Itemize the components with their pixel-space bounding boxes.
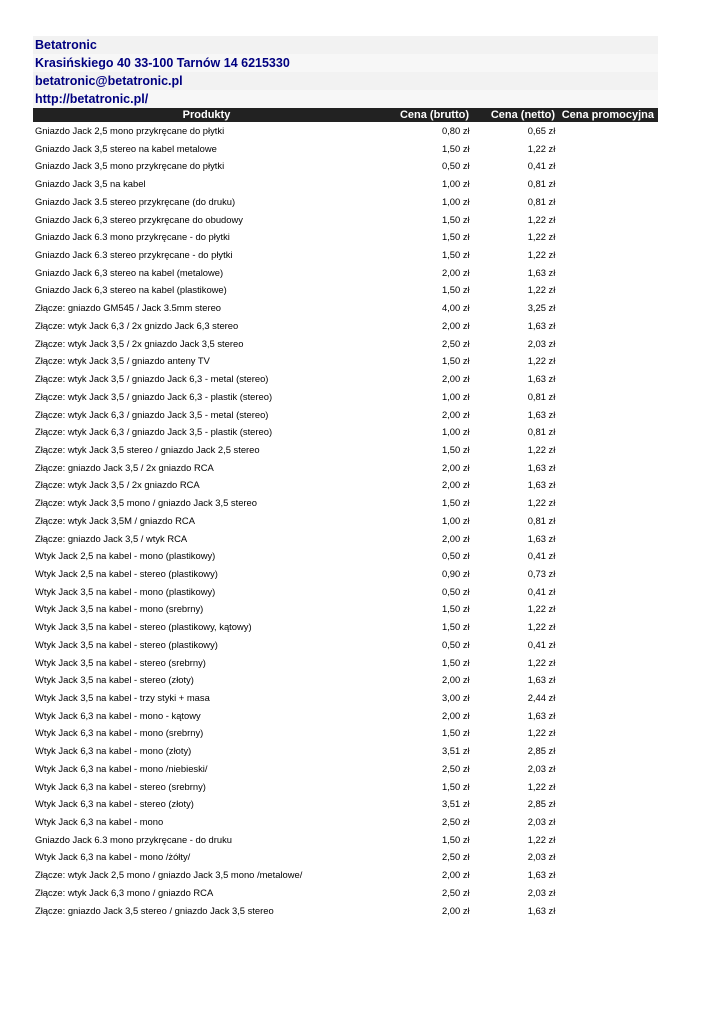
promo-price (555, 264, 658, 282)
gross-price: 2,00 zł (441, 319, 470, 331)
table-row (33, 476, 658, 494)
gross-price: 2,50 zł (441, 851, 470, 863)
net-price: 1,22 zł (527, 497, 556, 509)
gross-price: 0,50 zł (441, 550, 470, 562)
product-name: Wtyk Jack 6,3 na kabel - stereo (srebrny) (35, 780, 206, 792)
net-price: 1,22 zł (527, 142, 556, 154)
net-price: 1,22 zł (527, 355, 556, 367)
table-row (33, 884, 658, 902)
promo-price (555, 441, 658, 459)
gross-price: 1,50 zł (441, 727, 470, 739)
price-table-body (33, 122, 658, 919)
gross-price: 2,00 zł (441, 674, 470, 686)
promo-price (555, 884, 658, 902)
table-row (33, 795, 658, 813)
product-name: Gniazdo Jack 6.3 stereo przykręcane - do płytki (35, 249, 233, 261)
table-row (33, 565, 658, 583)
net-price: 1,63 zł (527, 319, 556, 331)
gross-price: 1,50 zł (441, 355, 470, 367)
promo-price (555, 299, 658, 317)
promo-price (555, 335, 658, 353)
gross-price: 2,00 zł (441, 461, 470, 473)
table-row (33, 671, 658, 689)
net-price: 1,63 zł (527, 461, 556, 473)
table-row (33, 778, 658, 796)
gross-price: 1,00 zł (441, 514, 470, 526)
product-name: Wtyk Jack 6,3 na kabel - stereo (złoty) (35, 798, 194, 810)
table-row (33, 636, 658, 654)
promo-price (555, 370, 658, 388)
table-row (33, 423, 658, 441)
promo-price (555, 636, 658, 654)
table-row (33, 175, 658, 193)
table-row (33, 157, 658, 175)
gross-price: 1,50 zł (441, 213, 470, 225)
table-row (33, 512, 658, 530)
product-name: Wtyk Jack 6,3 na kabel - mono (złoty) (35, 745, 192, 757)
promo-price (555, 246, 658, 264)
company-email: betatronic@betatronic.pl (33, 72, 658, 90)
table-row (33, 299, 658, 317)
net-price: 2,44 zł (527, 692, 556, 703)
gross-price: 3,51 zł (441, 798, 470, 810)
table-row (33, 760, 658, 778)
net-price: 0,41 zł (527, 160, 556, 172)
table-row (33, 264, 658, 282)
promo-price (555, 778, 658, 796)
table-row (33, 654, 658, 672)
gross-price: 1,00 zł (441, 390, 470, 402)
gross-price: 2,00 zł (441, 479, 470, 491)
promo-price (555, 689, 658, 707)
product-name: Złącze: gniazdo Jack 3,5 stereo / gniazdo Jack 3,5 stereo (35, 904, 274, 916)
product-name: Wtyk Jack 6,3 na kabel - mono (35, 816, 164, 828)
gross-price: 1,50 zł (441, 833, 470, 845)
product-name: Złącze: wtyk Jack 3,5 / 2x gniazdo RCA (35, 479, 200, 491)
gross-price: 2,00 zł (441, 266, 470, 278)
net-price: 1,63 zł (527, 674, 556, 686)
gross-price: 1,50 zł (441, 284, 470, 296)
net-price: 1,63 zł (527, 479, 556, 491)
promo-price (555, 848, 658, 866)
table-header (33, 108, 658, 122)
promo-price (555, 211, 658, 229)
net-price: 1,22 zł (527, 603, 556, 615)
net-price: 2,03 zł (527, 816, 556, 828)
gross-price: 1,50 zł (441, 780, 470, 792)
net-price: 1,22 zł (527, 727, 556, 739)
table-row (33, 281, 658, 299)
gross-price: 0,50 zł (441, 160, 470, 172)
promo-price (555, 423, 658, 441)
product-name: Złącze: wtyk Jack 6,3 / gniazdo Jack 3,5 - plastik (stereo) (35, 426, 273, 438)
product-name: Złącze: wtyk Jack 6,3 / gniazdo Jack 3,5 - metal (stereo) (35, 408, 269, 420)
gross-price: 1,50 zł (441, 142, 470, 154)
product-name: Wtyk Jack 3,5 na kabel - stereo (plastikowy) (35, 638, 218, 650)
promo-price (555, 193, 658, 211)
table-row (33, 122, 658, 140)
promo-price (555, 724, 658, 742)
table-row (33, 406, 658, 424)
net-price: 1,63 zł (527, 869, 556, 881)
product-name: Wtyk Jack 3,5 na kabel - mono (plastikowy) (35, 585, 216, 597)
net-price: 2,03 zł (527, 762, 556, 774)
promo-price (555, 157, 658, 175)
net-price: 0,41 zł (527, 585, 556, 597)
product-name: Gniazdo Jack 6,3 stereo na kabel (plastikowe) (35, 284, 227, 296)
net-price: 2,03 zł (527, 337, 556, 349)
product-name: Złącze: wtyk Jack 3,5 / gniazdo Jack 6,3 - metal (stereo) (35, 373, 269, 385)
table-row (33, 600, 658, 618)
price-list-page (33, 36, 658, 919)
product-name: Gniazdo Jack 6.3 mono przykręcane - do płytki (35, 231, 230, 243)
gross-price: 1,50 zł (441, 603, 470, 615)
net-price: 1,63 zł (527, 408, 556, 420)
table-row (33, 618, 658, 636)
promo-price (555, 813, 658, 831)
product-name: Wtyk Jack 2,5 na kabel - mono (plastikowy) (35, 550, 216, 562)
product-name: Złącze: wtyk Jack 6,3 mono / gniazdo RCA (35, 886, 214, 898)
table-row (33, 848, 658, 866)
promo-price (555, 600, 658, 618)
promo-price (555, 140, 658, 158)
promo-price (555, 565, 658, 583)
table-row (33, 689, 658, 707)
gross-price: 1,00 zł (441, 426, 470, 438)
net-price: 1,63 zł (527, 373, 556, 385)
promo-price (555, 760, 658, 778)
promo-price (555, 742, 658, 760)
net-price: 2,85 zł (527, 745, 556, 757)
gross-price: 2,50 zł (441, 816, 470, 828)
promo-price (555, 671, 658, 689)
gross-price: 1,50 zł (441, 656, 470, 668)
gross-price: 1,50 zł (441, 249, 470, 261)
net-price: 1,22 zł (527, 656, 556, 668)
product-name: Gniazdo Jack 3,5 stereo na kabel metalowe (35, 142, 217, 154)
header-promo-price: Cena promocyjna (561, 109, 654, 121)
product-name: Złącze: wtyk Jack 3,5M / gniazdo RCA (35, 514, 195, 526)
product-name: Wtyk Jack 2,5 na kabel - stereo (plastikowy) (35, 567, 218, 579)
product-name: Wtyk Jack 3,5 na kabel - trzy styki + masa (35, 692, 210, 703)
promo-price (555, 654, 658, 672)
gross-price: 2,50 zł (441, 762, 470, 774)
product-name: Gniazdo Jack 6.3 mono przykręcane - do druku (35, 833, 232, 845)
net-price: 0,41 zł (527, 638, 556, 650)
header-net-price: Cena (netto) (490, 109, 555, 121)
net-price: 1,22 zł (527, 833, 556, 845)
table-row (33, 211, 658, 229)
promo-price (555, 122, 658, 140)
promo-price (555, 547, 658, 565)
promo-price (555, 494, 658, 512)
product-name: Złącze: wtyk Jack 3,5 stereo / gniazdo Jack 2,5 stereo (35, 443, 260, 455)
table-row (33, 831, 658, 849)
net-price: 0,41 zł (527, 550, 556, 562)
product-name: Gniazdo Jack 6,3 stereo przykręcane do obudowy (35, 213, 243, 225)
gross-price: 0,50 zł (441, 638, 470, 650)
promo-price (555, 228, 658, 246)
table-row (33, 228, 658, 246)
net-price: 0,81 zł (527, 195, 556, 207)
product-name: Złącze: wtyk Jack 3,5 / gniazdo anteny TV (35, 355, 210, 367)
product-name: Gniazdo Jack 3,5 mono przykręcane do płytki (35, 160, 225, 172)
table-row (33, 459, 658, 477)
net-price: 2,85 zł (527, 798, 556, 810)
net-price: 1,22 zł (527, 284, 556, 296)
table-row (33, 352, 658, 370)
gross-price: 2,00 zł (441, 373, 470, 385)
net-price: 3,25 zł (527, 302, 556, 314)
promo-price (555, 281, 658, 299)
product-name: Złącze: wtyk Jack 3,5 / gniazdo Jack 6,3 - plastik (stereo) (35, 390, 273, 402)
gross-price: 1,50 zł (441, 231, 470, 243)
net-price: 0,73 zł (527, 567, 556, 579)
product-name: Wtyk Jack 3,5 na kabel - stereo (srebrny) (35, 656, 206, 668)
promo-price (555, 618, 658, 636)
product-name: Wtyk Jack 6,3 na kabel - mono (srebrny) (35, 727, 204, 739)
product-name: Wtyk Jack 3,5 na kabel - stereo (złoty) (35, 674, 194, 686)
table-row (33, 193, 658, 211)
net-price: 1,22 zł (527, 443, 556, 455)
product-name: Wtyk Jack 3,5 na kabel - mono (srebrny) (35, 603, 204, 615)
promo-price (555, 866, 658, 884)
product-name: Gniazdo Jack 2,5 mono przykręcane do płytki (35, 125, 225, 136)
table-row (33, 530, 658, 548)
table-row (33, 441, 658, 459)
table-row (33, 813, 658, 831)
gross-price: 0,80 zł (441, 125, 470, 136)
net-price: 1,63 zł (527, 904, 556, 916)
table-row (33, 547, 658, 565)
table-row (33, 335, 658, 353)
gross-price: 1,50 zł (441, 621, 470, 633)
promo-price (555, 530, 658, 548)
promo-price (555, 831, 658, 849)
promo-price (555, 406, 658, 424)
product-name: Złącze: wtyk Jack 2,5 mono / gniazdo Jack 3,5 mono /metalowe/ (35, 869, 303, 881)
net-price: 1,22 zł (527, 231, 556, 243)
table-row (33, 902, 658, 920)
net-price: 0,81 zł (527, 178, 556, 190)
product-name: Wtyk Jack 3,5 na kabel - stereo (plastikowy, kątowy) (35, 621, 252, 633)
company-website: http://betatronic.pl/ (33, 90, 658, 108)
promo-price (555, 902, 658, 920)
header-gross-price: Cena (brutto) (399, 109, 469, 121)
promo-price (555, 317, 658, 335)
table-row (33, 494, 658, 512)
table-row (33, 866, 658, 884)
gross-price: 1,00 zł (441, 195, 470, 207)
gross-price: 2,50 zł (441, 886, 470, 898)
gross-price: 0,50 zł (441, 585, 470, 597)
net-price: 1,63 zł (527, 709, 556, 721)
product-name: Gniazdo Jack 3,5 na kabel (35, 178, 146, 190)
gross-price: 1,50 zł (441, 497, 470, 509)
promo-price (555, 795, 658, 813)
gross-price: 0,90 zł (441, 567, 470, 579)
promo-price (555, 707, 658, 725)
gross-price: 2,00 zł (441, 869, 470, 881)
net-price: 2,03 zł (527, 886, 556, 898)
net-price: 0,81 zł (527, 514, 556, 526)
product-name: Gniazdo Jack 3.5 stereo przykręcane (do druku) (35, 195, 236, 207)
table-row (33, 583, 658, 601)
promo-price (555, 583, 658, 601)
product-name: Wtyk Jack 6,3 na kabel - mono - kątowy (35, 709, 201, 721)
promo-price (555, 459, 658, 477)
net-price: 0,81 zł (527, 390, 556, 402)
gross-price: 3,00 zł (441, 692, 470, 703)
product-name: Wtyk Jack 6,3 na kabel - mono /niebieski/ (35, 762, 208, 774)
company-name: Betatronic (33, 36, 658, 54)
table-row (33, 317, 658, 335)
gross-price: 2,00 zł (441, 904, 470, 916)
net-price: 1,22 zł (527, 780, 556, 792)
promo-price (555, 352, 658, 370)
gross-price: 1,50 zł (441, 443, 470, 455)
product-name: Złącze: gniazdo Jack 3,5 / wtyk RCA (35, 532, 188, 544)
product-name: Złącze: wtyk Jack 3,5 mono / gniazdo Jack 3,5 stereo (35, 497, 257, 509)
gross-price: 3,51 zł (441, 745, 470, 757)
gross-price: 2,00 zł (441, 709, 470, 721)
product-name: Złącze: gniazdo GM545 / Jack 3.5mm stereo (35, 302, 222, 314)
net-price: 1,22 zł (527, 249, 556, 261)
net-price: 1,63 zł (527, 266, 556, 278)
net-price: 0,81 zł (527, 426, 556, 438)
table-row (33, 370, 658, 388)
promo-price (555, 512, 658, 530)
table-row (33, 742, 658, 760)
gross-price: 2,00 zł (441, 408, 470, 420)
gross-price: 2,00 zł (441, 532, 470, 544)
table-row (33, 388, 658, 406)
promo-price (555, 175, 658, 193)
product-name: Złącze: gniazdo Jack 3,5 / 2x gniazdo RCA (35, 461, 214, 473)
net-price: 1,22 zł (527, 621, 556, 633)
product-name: Gniazdo Jack 6,3 stereo na kabel (metalowe) (35, 266, 224, 278)
company-address: Krasińskiego 40 33-100 Tarnów 14 6215330 (33, 54, 658, 72)
net-price: 1,22 zł (527, 213, 556, 225)
gross-price: 1,00 zł (441, 178, 470, 190)
promo-price (555, 476, 658, 494)
header-product: Produkty (182, 109, 231, 121)
gross-price: 2,50 zł (441, 337, 470, 349)
table-row (33, 246, 658, 264)
product-name: Złącze: wtyk Jack 6,3 / 2x gnizdo Jack 6,3 stereo (35, 319, 239, 331)
gross-price: 4,00 zł (441, 302, 470, 314)
promo-price (555, 388, 658, 406)
table-row (33, 140, 658, 158)
table-row (33, 724, 658, 742)
product-name: Wtyk Jack 6,3 na kabel - mono /żółty/ (35, 851, 191, 863)
product-name: Złącze: wtyk Jack 3,5 / 2x gniazdo Jack 3,5 stereo (35, 337, 244, 349)
net-price: 1,63 zł (527, 532, 556, 544)
net-price: 2,03 zł (527, 851, 556, 863)
table-row (33, 707, 658, 725)
net-price: 0,65 zł (527, 125, 556, 136)
